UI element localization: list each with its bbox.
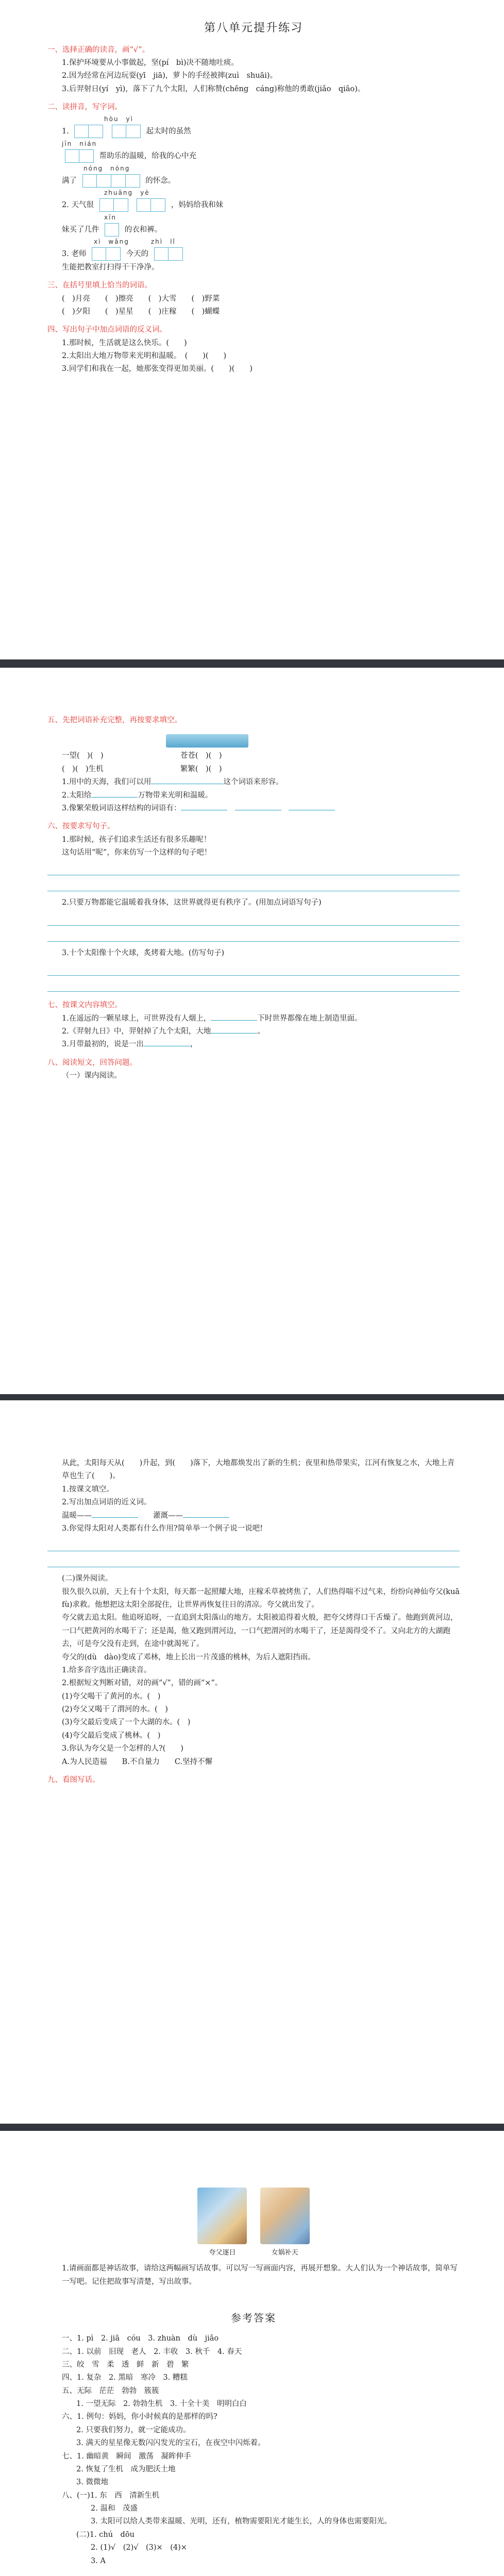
question-text: 3.像繁荣般词语这样结构的词语有： <box>62 804 181 812</box>
document-page-3 <box>0 1400 504 2124</box>
answer-line-text: 3. 太阳可以给人类带来温暖、光明，还有，植物需要阳光才能生长，人的身体也需要阳光。 <box>91 2517 392 2526</box>
section-heading: 三、在括号里填上恰当的词语。 <box>47 281 152 290</box>
question-number: 1. <box>62 127 69 136</box>
page-separator <box>0 659 504 668</box>
question-line <box>47 149 460 163</box>
question-line <box>47 750 460 762</box>
word-item: 繁繁( )( ) <box>180 765 222 773</box>
reading-passage: 夸父就去追太阳。他追呀追呀，一直追到太阳落山的地方。太阳被追得着火般，把夸父烤得口干舌燥了。他跑到黄河边，一口气把黄河的水喝干了；还是渴，他又跑到渭河边，一口气把渭河的水喝干了，还是渴得受不了。又向北方的大湖跑去，可是夸父没有走到，在途中就渴死了。 <box>62 1614 458 1649</box>
question-line: 1.保护环境要从小事做起，坚(pí bì)决不随地吐痰。 <box>62 58 239 67</box>
question-text: 2. 天气很 <box>62 201 94 210</box>
question-line: 1.给多音字选出正确读音。 <box>62 1666 152 1674</box>
answer-line-text: 五、无际 茫茫 勃勃 簇簇 <box>62 2386 159 2395</box>
question-line <box>47 1012 460 1025</box>
question-text: 今天的 <box>126 250 149 259</box>
question-text: 温暖—— <box>62 1511 92 1520</box>
answer-line-text: 六、1. 例句：妈妈，你小时候真的是那样的吗? <box>62 2413 217 2421</box>
answer-blank[interactable] <box>289 803 335 810</box>
pinyin-hint: xīn <box>104 213 117 221</box>
question-line <box>47 1038 460 1051</box>
illustration-image <box>166 734 248 748</box>
pinyin-hint: zhuāng yè <box>104 189 150 197</box>
question-line <box>47 776 460 789</box>
question-line <box>47 1510 460 1522</box>
writing-grid[interactable] <box>154 247 183 261</box>
answer-line[interactable] <box>47 976 460 992</box>
document-page-2 <box>0 668 504 1394</box>
answer-line-text: 3. A <box>91 2556 106 2565</box>
pinyin-hint: xì wǎng zhì lǐ <box>94 238 176 246</box>
question-line: 1.那时候，生活就是这么快乐。( ) <box>62 338 187 347</box>
question-line: 生能把教室打扫得干干净净。 <box>62 263 159 272</box>
answer-line[interactable] <box>47 859 460 875</box>
answer-blank[interactable] <box>144 1039 190 1046</box>
question-line: 2.只要万物都能它温暖着我身体，这世界就得更有秩序了。(用加点词语写句子) <box>62 899 322 907</box>
question-line <box>47 125 460 139</box>
question-line: (2)夸父又喝干了渭河的水。( ) <box>62 1705 168 1714</box>
question-text: 满了 <box>62 176 77 185</box>
question-line: (1)夸父喝干了黄河的水。( ) <box>62 1692 161 1701</box>
answer-line-text: 2. 只要我们努力，就一定能成功。 <box>76 2426 191 2434</box>
writing-grid[interactable] <box>92 247 121 261</box>
pinyin-hint: jīn nián <box>62 140 97 147</box>
page-separator <box>0 1394 504 1400</box>
answer-blank[interactable] <box>91 790 138 798</box>
answer-blank[interactable] <box>92 1510 138 1518</box>
question-line: 2.因为经常在河边玩耍(yī jiā)，萝卜的手经被摔(zuì shuāi)。 <box>62 72 278 80</box>
question-line: 3.后羿射日(yí yì)，落下了九个太阳，人们称赞(chēng cáng)称他的勇敢(jiǎo qiāo)。 <box>62 84 365 93</box>
writing-grid[interactable] <box>82 174 140 188</box>
document-page-1 <box>0 0 504 659</box>
section-heading: 二、读拼音，写字词。 <box>47 103 122 111</box>
pinyin-hint: nóng nóng <box>83 164 130 172</box>
writing-grid[interactable] <box>112 125 141 138</box>
caption-row <box>47 2246 460 2259</box>
picture-caption: 夸父逐日 <box>209 2249 236 2257</box>
section-heading: 八、阅读短文，回答问题。 <box>47 1058 137 1067</box>
question-text: 。 <box>257 1027 265 1036</box>
section-heading: 六、按要求写句子。 <box>47 822 115 831</box>
writing-grid[interactable] <box>105 223 119 236</box>
question-text: 1.用中的天海，我们可以用 <box>62 778 152 787</box>
picture-row <box>47 2188 460 2244</box>
question-text: 3.月带最初的，说是一出 <box>62 1040 144 1049</box>
subsection-heading: (二)课外阅读。 <box>62 1574 113 1583</box>
writing-grid[interactable] <box>99 198 128 212</box>
question-line: 3.十个太阳像十个火球，炙烤着大地。(仿写句子) <box>62 948 225 957</box>
question-line: 3.同学们和我在一起，她那张变得更加美丽。( )( ) <box>62 365 253 374</box>
page-title: 第八单元提升练习 <box>204 22 303 35</box>
question-line: 2.太阳出大地万物带来光明和温暖。 ( )( ) <box>62 352 227 360</box>
question-text: 下时世界都像在地上制造里面。 <box>257 1014 362 1023</box>
answer-line-text: 四、1. 复杂 2. 黑暗 寒冷 3. 糟糕 <box>62 2374 188 2382</box>
writing-grid[interactable] <box>65 149 94 163</box>
word-item: 一望( )( ) <box>62 752 104 760</box>
answer-line[interactable] <box>47 960 460 976</box>
answer-line-text: (二)1. chú dōu <box>76 2530 135 2539</box>
writing-grid[interactable] <box>74 125 103 138</box>
answer-key-title: 参考答案 <box>231 2312 276 2325</box>
question-text: 帮助乐的温暖，给我的心中充 <box>99 152 197 161</box>
question-line: (3)夸父最后变成了一个大湖的水。( ) <box>62 1718 191 1727</box>
section-heading: 五、先把词语补充完整，再按要求填空。 <box>47 716 182 724</box>
answer-blank[interactable] <box>211 1026 257 1033</box>
answer-line-text: 1. 一望无际 2. 勃勃生机 3. 十全十美 明明白白 <box>76 2400 247 2408</box>
question-options: A.为人民造福 B.不自量力 C.坚持不懈 <box>62 1757 213 1766</box>
reading-passage: 从此，太阳每天从( )升起，到( )落下，大地都焕发出了新的生机；夜里和热带果实，江河有恢复之水，大地上青草也生了( )。 <box>62 1459 455 1481</box>
answer-line-text: 三、皎 雪 柔 透 鲜 新 碧 繁 <box>62 2360 189 2369</box>
question-text: 灌溉—— <box>153 1511 183 1520</box>
answer-blank[interactable] <box>151 776 223 784</box>
subsection-heading: （一）课内阅读。 <box>62 1072 122 1080</box>
pinyin-hint: hòu yì <box>104 115 133 123</box>
answer-line-text: 一、1. pì 2. jiā cóu 3. zhuàn dù jiǎo <box>62 2334 219 2343</box>
reading-passage: 夸父的(dù dào)变成了邓林，地上长出一片茂盛的桃林，为后人遮阳挡雨。 <box>62 1653 315 1662</box>
section-heading: 一、选择正确的读音，画“√”。 <box>47 45 150 54</box>
answer-line-text: 2. 温和 茂盛 <box>91 2504 138 2513</box>
question-text: ，妈妈给我和妹 <box>171 201 224 210</box>
question-line: 3.你觉得太阳对人类都有什么作用?简单举一个例子说一说吧! <box>62 1524 263 1533</box>
answer-line-text: 八、(一)1. 东 西 清新生机 <box>62 2491 160 2500</box>
answer-line-text: 2. (1)√ (2)√ (3)× (4)× <box>91 2544 187 2552</box>
question-line: 这句话用“呢”，你来仿写一个这样的句子吧！ <box>62 849 212 857</box>
word-item: ( )( )生机 <box>62 765 104 773</box>
question-text: 的衣和裤。 <box>124 225 162 234</box>
answer-blank[interactable] <box>181 803 227 810</box>
question-line: (4)夸父最后变成了桃林。( ) <box>62 1731 161 1740</box>
question-line: ( )夕阳 ( )星星 ( )庄稼 ( )蝴蝶 <box>62 307 220 316</box>
answer-line-text: 3. 满天的星星像无数闪闪发光的宝石，在夜空中闪烁着。 <box>76 2439 265 2448</box>
question-line <box>47 802 460 815</box>
question-line <box>47 247 460 261</box>
word-item: 苍苍( )( ) <box>180 752 222 760</box>
section-heading: 四、写出句子中加点词语的反义词。 <box>47 326 167 334</box>
writing-grid[interactable] <box>137 198 165 212</box>
question-text: 1.在遥远的一颗星球上，可世界没有人烟上， <box>62 1014 211 1023</box>
question-line <box>47 198 460 212</box>
question-line <box>47 789 460 802</box>
kuafu-picture <box>197 2188 247 2244</box>
answer-line[interactable] <box>47 910 460 926</box>
answer-line[interactable] <box>47 1535 460 1551</box>
answer-line[interactable] <box>47 875 460 891</box>
question-line <box>47 763 460 776</box>
reading-passage: 很久很久以前，天上有十个太阳，每天都一起照耀大地，庄稼禾草被烤焦了，人们热得喘不过气来，纷纷向神仙夸父(kuā fù)求救。他想把这太阳全部捉住，让世界再恢复往日的清凉。夸父就出发了。 <box>62 1587 467 1609</box>
question-text: 2.太阳给 <box>62 791 92 800</box>
question-line: 2.写出加点词语的近义词。 <box>62 1498 152 1507</box>
section-heading: 九、看图写话。 <box>47 1775 100 1784</box>
document-page-4 <box>0 2131 504 2576</box>
answer-line[interactable] <box>47 926 460 942</box>
question-line <box>47 1025 460 1038</box>
answer-line-text: 2. 恢复了生机 成为肥沃土地 <box>76 2465 176 2473</box>
question-text: 2.《羿射九日》中，羿射掉了九个太阳，大地 <box>62 1027 211 1036</box>
answer-line-text: 二、1. 以前 旧现 老人 2. 丰收 3. 秋千 4. 春天 <box>62 2347 242 2356</box>
writing-task: 1.请画面都是神话故事，请给这两幅画写话故事。可以写一写画面内容，再展开想象。大人们认为一个神话故事，简单写一写吧。记住把故事写清楚，写出故事。 <box>62 2264 458 2286</box>
answer-blank[interactable] <box>235 803 281 810</box>
question-text: ， <box>190 1040 198 1049</box>
question-line: 3.你认为夸父是一个怎样的人?( ) <box>62 1744 183 1753</box>
question-line <box>47 174 460 188</box>
question-text: 的怀念。 <box>145 176 176 185</box>
answer-line-text: 七、1. 幽暗黄 瞬间 激荡 凝眸伸手 <box>62 2452 191 2461</box>
answer-blank[interactable] <box>211 1013 257 1021</box>
question-text: 3. 老师 <box>62 250 87 259</box>
section-heading: 七、按课文内容填空。 <box>47 1001 122 1010</box>
question-line: 1.那时候，孩子们追求生活还有很多乐趣呢！ <box>62 835 211 844</box>
question-text: 妹买了几件 <box>62 225 99 234</box>
nuwa-picture <box>260 2188 310 2244</box>
question-text: 起太时的虽然 <box>146 127 191 136</box>
page-separator <box>0 2124 504 2131</box>
question-line: 2.根据短文判断对错，对的画“√”，错的画“×”。 <box>62 1679 223 1688</box>
picture-caption: 女娲补天 <box>271 2249 298 2257</box>
question-line: ( )月亮 ( )擦亮 ( )大雪 ( )野菜 <box>62 294 220 303</box>
question-line <box>47 223 460 237</box>
question-line: 1.按课文填空。 <box>62 1485 114 1494</box>
question-text: 万物带来光明和温暖。 <box>138 791 213 800</box>
answer-blank[interactable] <box>183 1510 229 1518</box>
answer-line-text: 3. 微微地 <box>76 2478 108 2487</box>
question-text: 这个词语来形容。 <box>223 778 283 787</box>
answer-line[interactable] <box>47 1551 460 1567</box>
